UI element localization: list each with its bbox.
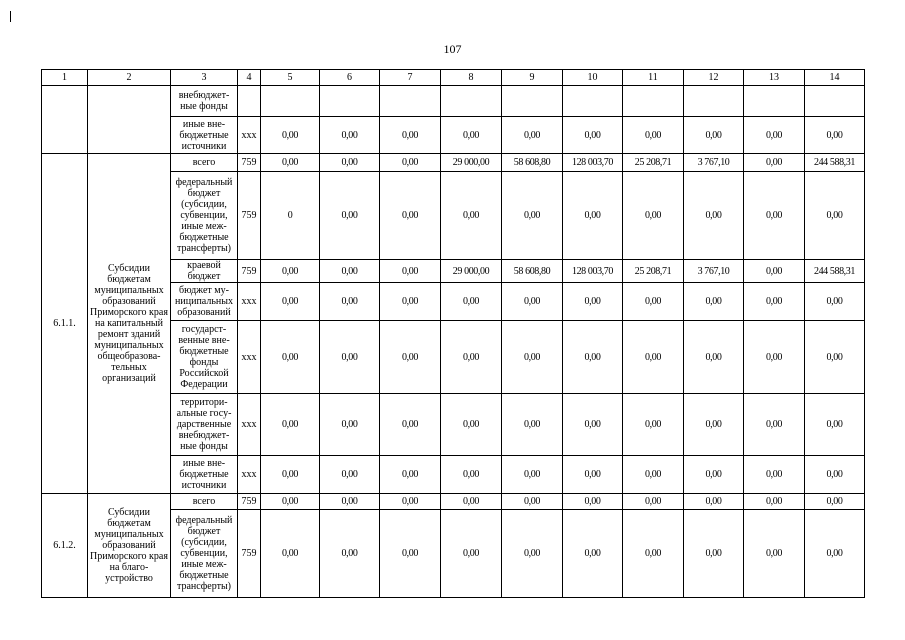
amount-cell: 0,00	[744, 494, 805, 510]
amount-cell: 0,00	[320, 117, 380, 154]
funding-source: бюджет му-ниципальных образований	[171, 283, 238, 321]
funding-source: всего	[171, 494, 238, 510]
amount-cell	[261, 86, 320, 117]
amount-cell: 0,00	[380, 456, 441, 494]
amount-cell: 0,00	[380, 154, 441, 172]
amount-cell: 0,00	[261, 394, 320, 456]
amount-cell: 0,00	[380, 394, 441, 456]
amount-cell: 0,00	[623, 456, 684, 494]
amount-cell: 0,00	[380, 321, 441, 394]
amount-cell: 0,00	[623, 117, 684, 154]
amount-cell: 0,00	[502, 172, 563, 260]
amount-cell: 0,00	[744, 394, 805, 456]
amount-cell	[380, 86, 441, 117]
column-number-5: 5	[261, 70, 320, 86]
column-number-4: 4	[238, 70, 261, 86]
amount-cell: 0,00	[320, 494, 380, 510]
group-description: Субсидии бюджетам муниципальных образований Приморского края на капитальный ремонт зданий муниципальных общеобразова-тельных организаций	[88, 154, 171, 494]
amount-cell: 0,00	[441, 172, 502, 260]
column-number-11: 11	[623, 70, 684, 86]
code-cell-empty	[42, 86, 88, 154]
amount-cell: 0,00	[261, 494, 320, 510]
amount-cell: 0,00	[805, 494, 865, 510]
amount-cell: 0,00	[380, 510, 441, 598]
amount-cell: 0,00	[261, 117, 320, 154]
amount-cell: 0,00	[380, 117, 441, 154]
table-row	[42, 154, 865, 172]
amount-cell: 0,00	[744, 117, 805, 154]
amount-cell: 0,00	[441, 117, 502, 154]
amount-cell: 0,00	[320, 510, 380, 598]
amount-cell: 0,00	[805, 283, 865, 321]
budget-code: 759	[238, 172, 261, 260]
amount-cell: 0,00	[320, 172, 380, 260]
amount-cell	[744, 86, 805, 117]
column-number-6: 6	[320, 70, 380, 86]
amount-cell: 0,00	[320, 283, 380, 321]
amount-cell: 0,00	[502, 510, 563, 598]
amount-cell: 0,00	[623, 283, 684, 321]
amount-cell: 25 208,71	[623, 154, 684, 172]
description-cell-empty	[88, 86, 171, 154]
column-number-9: 9	[502, 70, 563, 86]
amount-cell: 0,00	[320, 260, 380, 283]
group-description: Субсидии бюджетам муниципальных образований Приморского края на благо-устройство	[88, 494, 171, 598]
amount-cell: 0,00	[684, 117, 744, 154]
amount-cell: 0,00	[261, 260, 320, 283]
amount-cell: 0,00	[744, 154, 805, 172]
amount-cell	[684, 86, 744, 117]
funding-source: территори-альные госу-дарственные внебюджет-ные фонды	[171, 394, 238, 456]
budget-code	[238, 86, 261, 117]
column-number-10: 10	[563, 70, 623, 86]
amount-cell: 244 588,31	[805, 154, 865, 172]
column-number-1: 1	[42, 70, 88, 86]
budget-code: ххх	[238, 394, 261, 456]
amount-cell: 0,00	[805, 394, 865, 456]
column-number-2: 2	[88, 70, 171, 86]
amount-cell: 3 767,10	[684, 260, 744, 283]
funding-source: федеральный бюджет (субсидии, субвенции, иные меж-бюджетные трансферты)	[171, 172, 238, 260]
amount-cell: 29 000,00	[441, 154, 502, 172]
group-code: 6.1.1.	[42, 154, 88, 494]
amount-cell: 0,00	[623, 172, 684, 260]
amount-cell: 0,00	[320, 154, 380, 172]
amount-cell	[805, 86, 865, 117]
amount-cell	[623, 86, 684, 117]
amount-cell: 58 608,80	[502, 260, 563, 283]
amount-cell: 0,00	[684, 494, 744, 510]
amount-cell: 0,00	[805, 510, 865, 598]
amount-cell: 0,00	[320, 456, 380, 494]
amount-cell	[563, 86, 623, 117]
budget-code: 759	[238, 154, 261, 172]
amount-cell: 0,00	[623, 321, 684, 394]
budget-code: 759	[238, 494, 261, 510]
amount-cell: 0,00	[744, 260, 805, 283]
amount-cell	[441, 86, 502, 117]
column-number-12: 12	[684, 70, 744, 86]
funding-source: иные вне-бюджетные источники	[171, 456, 238, 494]
amount-cell: 0,00	[441, 456, 502, 494]
amount-cell: 0,00	[320, 394, 380, 456]
amount-cell: 0,00	[441, 394, 502, 456]
page-edge-mark	[10, 11, 11, 22]
amount-cell: 0,00	[805, 117, 865, 154]
amount-cell: 0,00	[684, 283, 744, 321]
amount-cell: 0,00	[805, 456, 865, 494]
amount-cell: 0,00	[502, 456, 563, 494]
amount-cell: 0,00	[502, 394, 563, 456]
amount-cell: 0,00	[563, 494, 623, 510]
funding-source: федеральный бюджет (субсидии, субвенции, иные меж-бюджетные трансферты)	[171, 510, 238, 598]
amount-cell: 0,00	[684, 321, 744, 394]
funding-source: всего	[171, 154, 238, 172]
amount-cell: 58 608,80	[502, 154, 563, 172]
budget-code: 759	[238, 260, 261, 283]
funding-source: внебюджет-ные фонды	[171, 86, 238, 117]
amount-cell: 0,00	[261, 456, 320, 494]
amount-cell: 25 208,71	[623, 260, 684, 283]
amount-cell: 0,00	[684, 510, 744, 598]
amount-cell: 0,00	[261, 321, 320, 394]
column-number-13: 13	[744, 70, 805, 86]
amount-cell: 0,00	[320, 321, 380, 394]
amount-cell: 0,00	[502, 117, 563, 154]
budget-code: ххх	[238, 321, 261, 394]
column-number-7: 7	[380, 70, 441, 86]
amount-cell: 0,00	[744, 172, 805, 260]
budget-code: ххх	[238, 117, 261, 154]
amount-cell: 0,00	[744, 510, 805, 598]
amount-cell	[502, 86, 563, 117]
amount-cell: 0,00	[261, 154, 320, 172]
column-number-14: 14	[805, 70, 865, 86]
amount-cell: 0,00	[805, 321, 865, 394]
group-code: 6.1.2.	[42, 494, 88, 598]
page-number: 107	[443, 42, 462, 56]
amount-cell: 0,00	[684, 456, 744, 494]
amount-cell: 0,00	[563, 172, 623, 260]
budget-table	[41, 69, 865, 598]
funding-source: краевой бюджет	[171, 260, 238, 283]
amount-cell: 0,00	[441, 494, 502, 510]
amount-cell: 128 003,70	[563, 260, 623, 283]
amount-cell: 0,00	[744, 321, 805, 394]
amount-cell: 29 000,00	[441, 260, 502, 283]
amount-cell: 244 588,31	[805, 260, 865, 283]
amount-cell: 0,00	[563, 456, 623, 494]
amount-cell: 0,00	[502, 283, 563, 321]
amount-cell: 0,00	[744, 283, 805, 321]
budget-code: ххх	[238, 283, 261, 321]
amount-cell: 0,00	[684, 172, 744, 260]
amount-cell: 0,00	[623, 494, 684, 510]
amount-cell: 0,00	[563, 394, 623, 456]
amount-cell: 0,00	[380, 260, 441, 283]
amount-cell: 0,00	[684, 394, 744, 456]
amount-cell: 0,00	[502, 321, 563, 394]
amount-cell: 0,00	[563, 283, 623, 321]
amount-cell: 0,00	[805, 172, 865, 260]
amount-cell: 0,00	[380, 494, 441, 510]
amount-cell: 3 767,10	[684, 154, 744, 172]
amount-cell: 0,00	[380, 283, 441, 321]
amount-cell	[320, 86, 380, 117]
amount-cell: 0,00	[441, 321, 502, 394]
amount-cell: 0,00	[380, 172, 441, 260]
amount-cell: 0,00	[744, 456, 805, 494]
amount-cell: 0	[261, 172, 320, 260]
table-row	[42, 494, 865, 510]
amount-cell: 0,00	[563, 117, 623, 154]
column-number-3: 3	[171, 70, 238, 86]
amount-cell: 128 003,70	[563, 154, 623, 172]
amount-cell: 0,00	[563, 321, 623, 394]
budget-code: 759	[238, 510, 261, 598]
column-number-8: 8	[441, 70, 502, 86]
amount-cell: 0,00	[441, 510, 502, 598]
amount-cell: 0,00	[623, 510, 684, 598]
header-row	[42, 70, 865, 86]
funding-source: иные вне-бюджетные источники	[171, 117, 238, 154]
amount-cell: 0,00	[261, 283, 320, 321]
amount-cell: 0,00	[441, 283, 502, 321]
table-row	[42, 86, 865, 117]
amount-cell: 0,00	[623, 394, 684, 456]
amount-cell: 0,00	[261, 510, 320, 598]
amount-cell: 0,00	[502, 494, 563, 510]
budget-code: ххх	[238, 456, 261, 494]
funding-source: государст-венные вне-бюджетные фонды Российской Федерации	[171, 321, 238, 394]
amount-cell: 0,00	[563, 510, 623, 598]
